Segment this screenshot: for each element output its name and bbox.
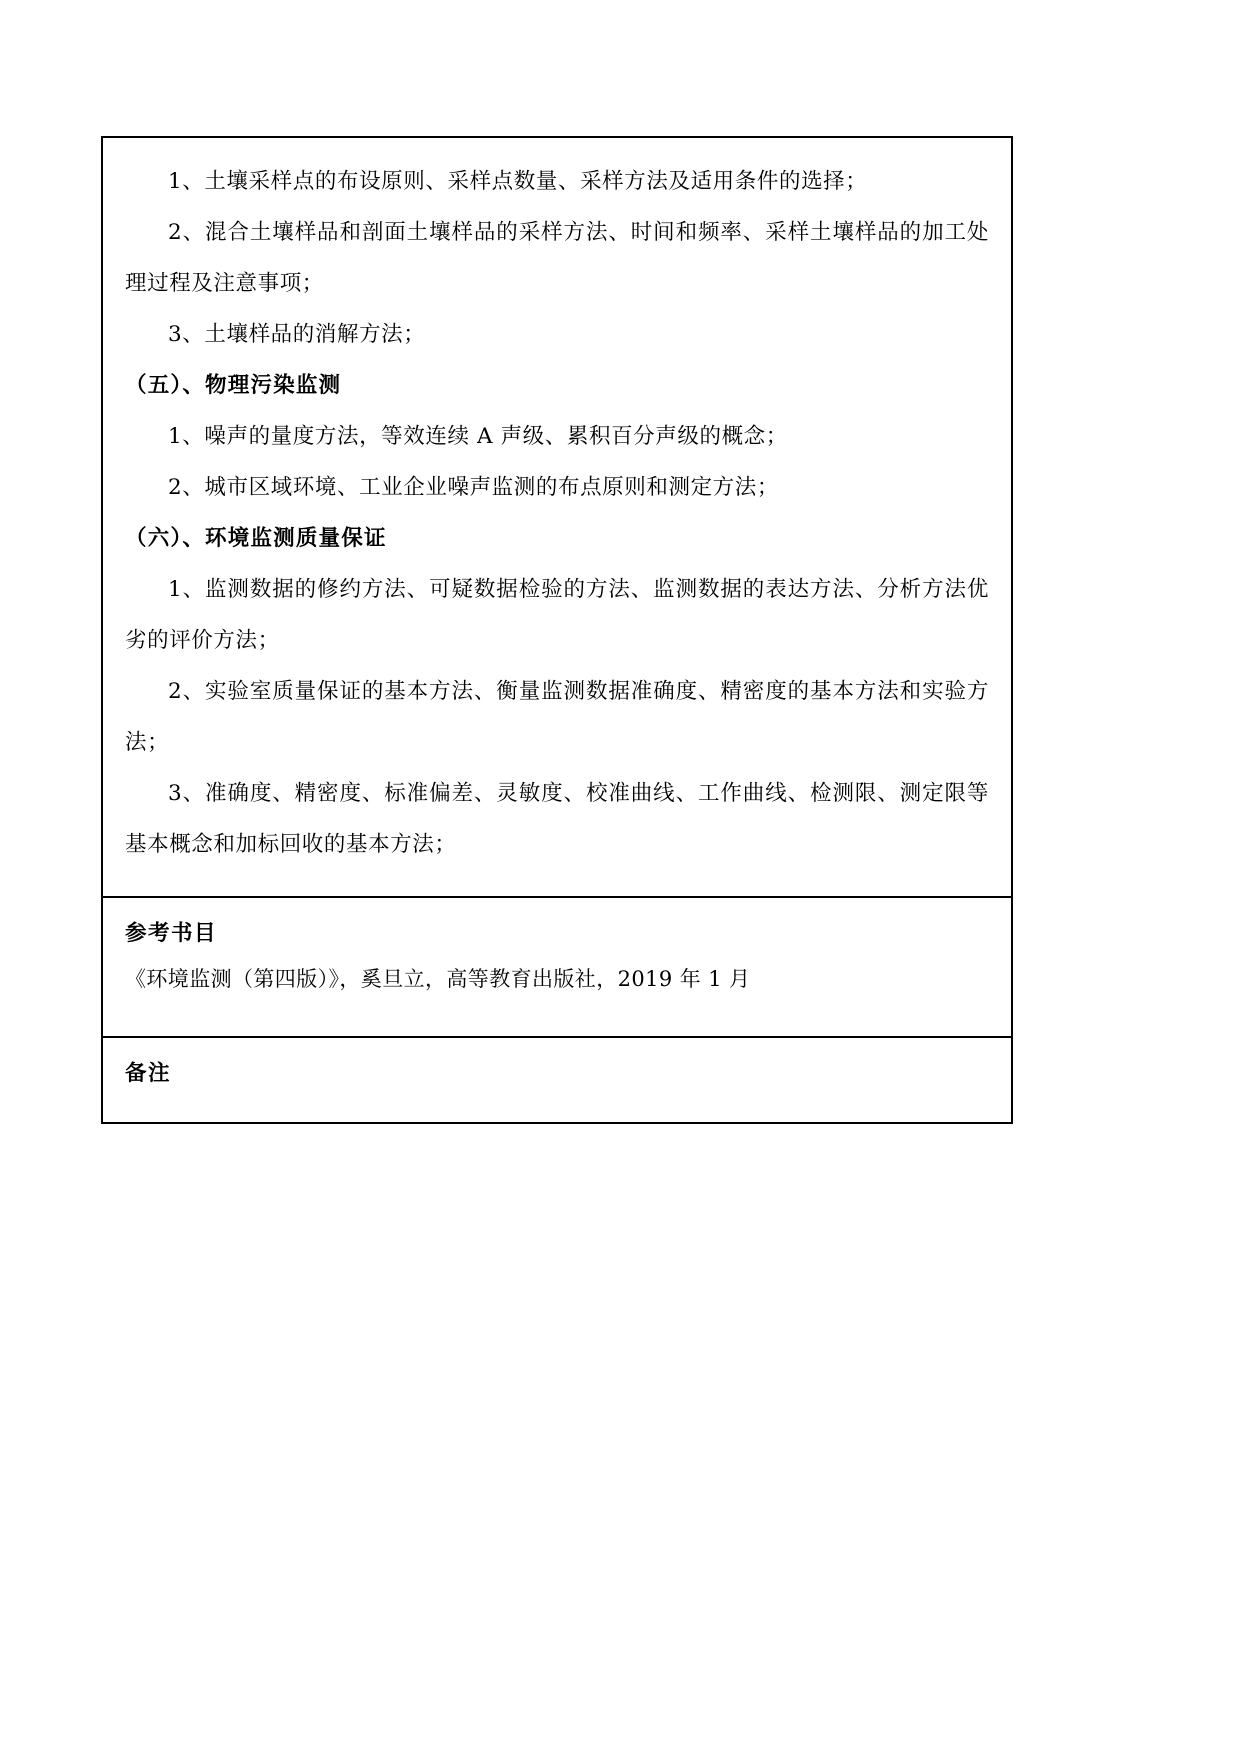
syllabus-item: 1、监测数据的修约方法、可疑数据检验的方法、监测数据的表达方法、分析方法优劣的评价方法； — [125, 577, 989, 653]
syllabus-item: 2、城市区域环境、工业企业噪声监测的布点原则和测定方法； — [168, 475, 779, 500]
references-cell — [103, 896, 1011, 1036]
reference-entry: 《环境监测（第四版）》，奚旦立，高等教育出版社，2019 年 1 月 — [125, 967, 751, 991]
syllabus-content-cell — [103, 138, 1011, 896]
syllabus-section-heading: （五）、物理污染监测 — [125, 373, 342, 398]
remarks-label: 备注 — [125, 1061, 172, 1086]
syllabus-section-heading: （六）、环境监测质量保证 — [125, 526, 387, 551]
syllabus-item: 3、准确度、精密度、标准偏差、灵敏度、校准曲线、工作曲线、检测限、测定限等基本概念和加标回收的基本方法； — [125, 781, 989, 857]
syllabus-table — [101, 136, 1013, 1124]
syllabus-item: 1、噪声的量度方法，等效连续 A 声级、累积百分声级的概念； — [168, 424, 788, 449]
syllabus-item: 2、混合土壤样品和剖面土壤样品的采样方法、时间和频率、采样土壤样品的加工处理过程及注意事项； — [125, 220, 989, 296]
syllabus-item: 2、实验室质量保证的基本方法、衡量监测数据准确度、精密度的基本方法和实验方法； — [125, 679, 989, 755]
references-label: 参考书目 — [125, 921, 218, 946]
syllabus-item: 1、土壤采样点的布设原则、采样点数量、采样方法及适用条件的选择； — [168, 169, 868, 194]
remarks-cell — [103, 1036, 1011, 1122]
syllabus-item: 3、土壤样品的消解方法； — [168, 322, 426, 347]
